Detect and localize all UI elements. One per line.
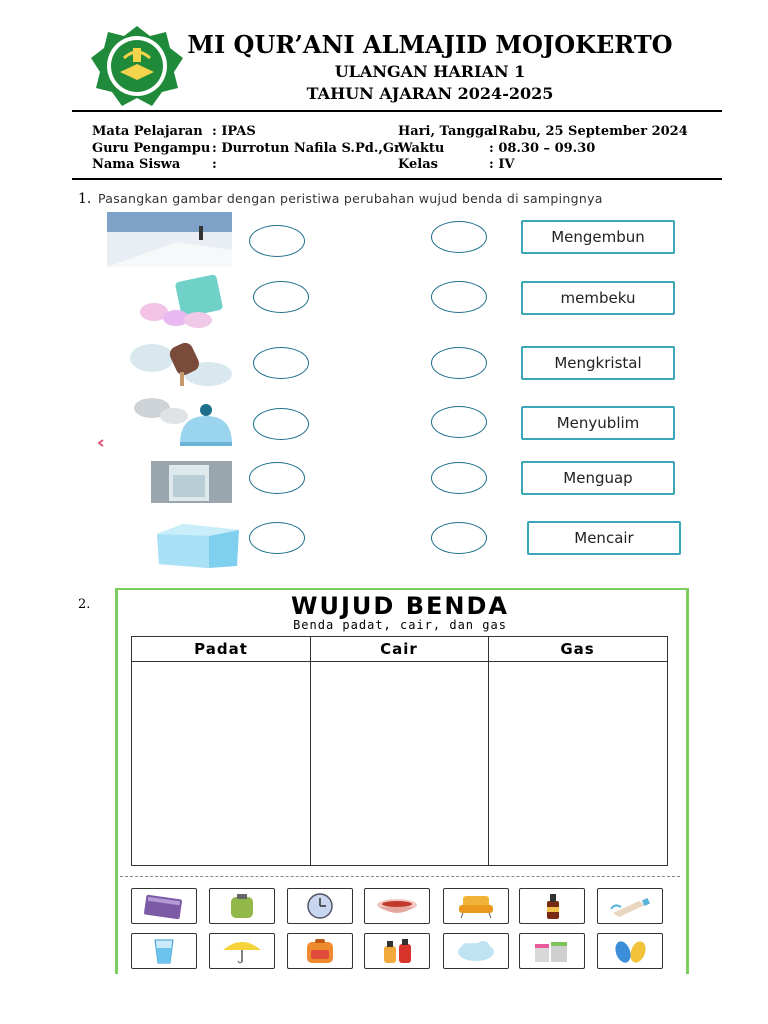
- toothpaste-icon[interactable]: [597, 888, 663, 924]
- salt-field-image: [107, 212, 232, 267]
- answer-oval-right-3[interactable]: [431, 347, 487, 379]
- armchair-icon[interactable]: [443, 888, 509, 924]
- word-box-5: Menguap: [521, 461, 675, 495]
- school-year: TAHUN AJARAN 2024-2025: [306, 84, 554, 103]
- word-box-6: Mencair: [527, 521, 681, 555]
- question-2-number: 2.: [78, 597, 91, 612]
- column-cair[interactable]: [310, 637, 489, 865]
- subject-value: : IPAS: [212, 124, 256, 139]
- question-1-instruction: Pasangkan gambar dengan peristiwa perubahan wujud benda di sampingnya: [98, 191, 603, 206]
- clock-icon[interactable]: [287, 888, 353, 924]
- answer-oval-left-4[interactable]: [253, 408, 309, 440]
- backpack-icon[interactable]: [287, 933, 353, 969]
- school-name: MI QUR’ANI ALMAJID MOJOKERTO: [187, 30, 673, 59]
- answer-oval-left-1[interactable]: [249, 225, 305, 257]
- boiling-kettle-image: [132, 394, 234, 448]
- classification-table: [131, 636, 668, 866]
- answer-oval-left-3[interactable]: [253, 347, 309, 379]
- day-label: Hari, Tanggal: [398, 124, 498, 139]
- sandals-icon[interactable]: [597, 933, 663, 969]
- word-box-1: Mengembun: [521, 220, 675, 254]
- info-divider: [72, 178, 722, 180]
- answer-oval-left-5[interactable]: [249, 462, 305, 494]
- answer-oval-left-6[interactable]: [249, 522, 305, 554]
- cold-glass-image: [151, 461, 232, 503]
- answer-oval-right-2[interactable]: [431, 281, 487, 313]
- mothballs-image: [134, 272, 232, 330]
- answer-oval-right-1[interactable]: [431, 221, 487, 253]
- time-label: Waktu: [398, 141, 445, 156]
- oxygen-cloud-icon[interactable]: [443, 933, 509, 969]
- question-1-number: 1.: [78, 191, 92, 207]
- paint-cans-icon[interactable]: [519, 933, 585, 969]
- answer-oval-right-4[interactable]: [431, 406, 487, 438]
- column-padat[interactable]: [132, 637, 311, 865]
- ice-cube-image: [153, 522, 241, 570]
- answer-oval-left-2[interactable]: [253, 281, 309, 313]
- word-box-3: Mengkristal: [521, 346, 675, 380]
- column-header-padat: Padat: [132, 637, 310, 662]
- pink-mark: [97, 432, 105, 440]
- answer-oval-right-5[interactable]: [431, 462, 487, 494]
- student-value: :: [212, 157, 217, 172]
- water-glass-icon[interactable]: [131, 933, 197, 969]
- cut-line: [120, 876, 680, 877]
- gas-cylinder-icon[interactable]: [209, 888, 275, 924]
- class-label: Kelas: [398, 157, 438, 172]
- exam-title: ULANGAN HARIAN 1: [334, 62, 526, 81]
- sauce-bottles-icon[interactable]: [364, 933, 430, 969]
- subject-label: Mata Pelajaran: [92, 124, 203, 139]
- time-value: : 08.30 – 09.30: [489, 141, 596, 156]
- word-box-2: membeku: [521, 281, 675, 315]
- syrup-bottle-icon[interactable]: [519, 888, 585, 924]
- answer-oval-right-6[interactable]: [431, 522, 487, 554]
- teacher-label: Guru Pengampu: [92, 141, 211, 156]
- teacher-value: : Durrotun Nafila S.Pd.,Gr: [212, 141, 401, 156]
- worksheet-subtitle: Benda padat, cair, dan gas: [293, 618, 507, 632]
- student-label: Nama Siswa: [92, 157, 181, 172]
- class-value: : IV: [489, 157, 515, 172]
- soup-bowl-icon[interactable]: [364, 888, 430, 924]
- day-value: : Rabu, 25 September 2024: [489, 124, 688, 139]
- header-divider: [72, 110, 722, 112]
- umbrella-icon[interactable]: [209, 933, 275, 969]
- book-icon[interactable]: [131, 888, 197, 924]
- melting-ice-cream-image: [126, 336, 232, 388]
- column-header-cair: Cair: [310, 637, 488, 662]
- word-box-4: Menyublim: [521, 406, 675, 440]
- worksheet-title: WUJUD BENDA: [291, 592, 509, 620]
- column-header-gas: Gas: [488, 637, 667, 662]
